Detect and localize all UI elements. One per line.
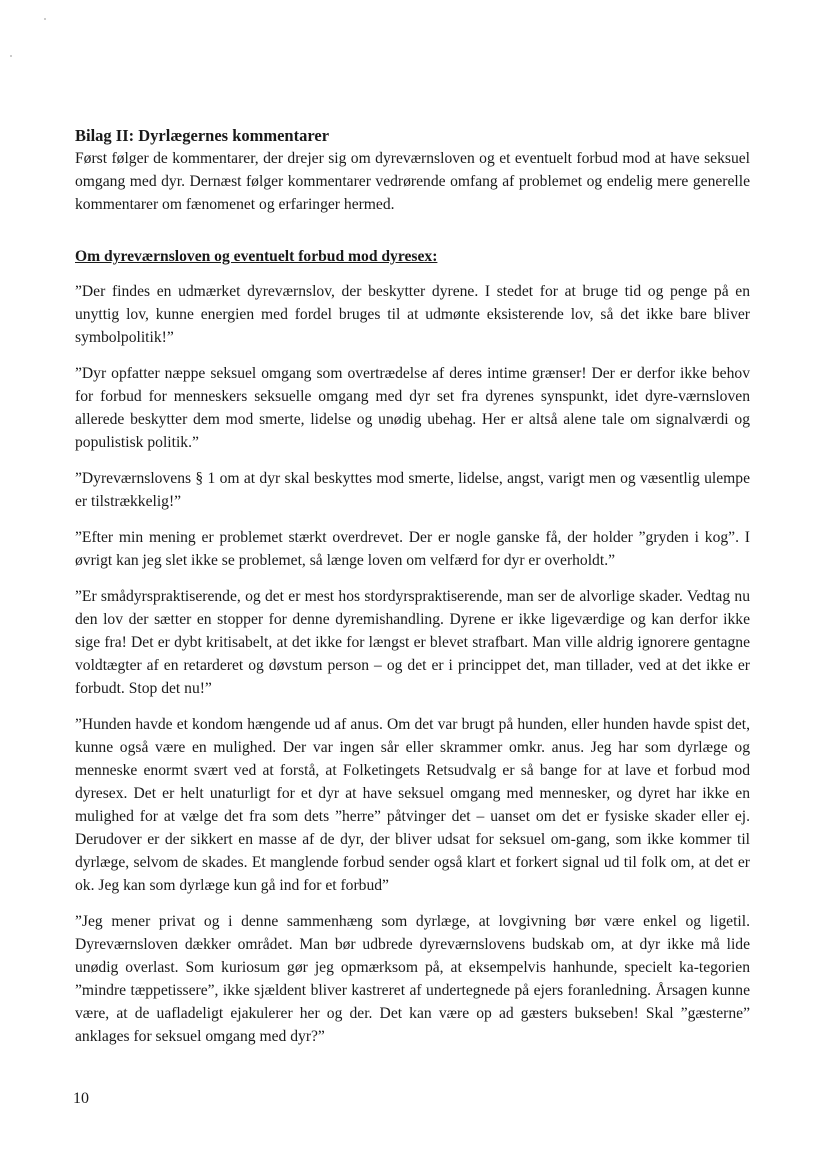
quote-paragraph: ”Dyr opfatter næppe seksuel omgang som overtrædelse af deres intime grænser! Der er derfor ikke behov for forbud for menneskers seksuelle omgang med dyr set fra dyrenes synspunkt, idet dyre-værnsloven allerede beskytter dem mod smerte, lidelse og unødig ubehag. Her er altså alene tale om signalværdi og populistisk politik.” bbox=[75, 365, 750, 451]
intro-paragraph: Først følger de kommentarer, der drejer sig om dyreværnsloven og et eventuelt forbud mod at have seksuel omgang med dyr. Dernæst følger kommentarer vedrørende omfang af problemet og endelig mere generelle kommentarer om fænomenet og erfaringer hermed. bbox=[75, 150, 750, 213]
document-page bbox=[75, 124, 750, 1061]
scan-speck bbox=[44, 18, 46, 20]
quote-paragraph: ”Dyreværnslovens § 1 om at dyr skal beskyttes mod smerte, lidelse, angst, varigt men og væsentlig ulempe er tilstrækkelig!” bbox=[75, 470, 750, 510]
quote-paragraph: ”Jeg mener privat og i denne sammenhæng som dyrlæge, at lovgivning bør være enkel og ligetil. Dyreværnsloven dækker området. Man bør udbrede dyreværnslovens budskab om, at dyr ikke må lide unødig overlast. Som kuriosum gør jeg opmærksom på, at eksempelvis hanhunde, specielt ka-tegorien ”mindre tæppetissere”, ikke sjældent bliver kastreret af undertegnede på ejers foranledning. Årsagen kunne være, at de uafladeligt ejakulerer her og der. Det kan være op ad gæsters bukseben! Skal ”gæsterne” anklages for seksuel omgang med dyr?” bbox=[75, 913, 750, 1045]
scan-speck bbox=[10, 55, 12, 57]
quote-paragraph: ”Er smådyrspraktiserende, og det er mest hos stordyrspraktiserende, man ser de alvorlige skader. Vedtag nu den lov der sætter en stopper for denne dyremishandling. Dyrene er ikke ligeværdige og kan derfor ikke sige fra! Det er dybt kritisabelt, at det ikke for længst er blevet strafbart. Man ville aldrig ignorere gentagne voldtægter af en retarderet og døvstum person – og det er i princippet det, man tillader, ved at det ikke er forbudt. Stop det nu!” bbox=[75, 588, 750, 697]
quote-paragraph: ”Efter min mening er problemet stærkt overdrevet. Der er nogle ganske få, der holder ”gryden i kog”. I øvrigt kan jeg slet ikke se problemet, så længe loven om velfærd for dyr er overholdt.” bbox=[75, 529, 750, 569]
page-number: 10 bbox=[73, 1090, 89, 1107]
page-heading: Bilag II: Dyrlægernes kommentarer bbox=[75, 126, 330, 145]
quote-paragraph: ”Der findes en udmærket dyreværnslov, der beskytter dyrene. I stedet for at bruge tid og penge på en unyttig lov, kunne energien med fordel bruges til at udmønte eksisterende lov, så det ikke bare bliver symbolpolitik!” bbox=[75, 283, 750, 346]
section-title: Om dyreværnsloven og eventuelt forbud mod dyresex: bbox=[75, 248, 438, 265]
quote-paragraph: ”Hunden havde et kondom hængende ud af anus. Om det var brugt på hunden, eller hunden havde spist det, kunne også være en mulighed. Der var ingen sår eller skrammer omkr. anus. Jeg har som dyrlæge og menneske enormt svært ved at forstå, at Folketingets Retsudvalg er så bange for at lave et forbud mod dyresex. Det er helt unaturligt for et dyr at have seksuel omgang med mennesker, og dyret har ikke en mulighed for at vælge det fra som dets ”herre” påtvinger det – uanset om det er fysiske skader eller ej. Derudover er der sikkert en masse af de dyr, der bliver udsat for seksuel om-gang, som ikke kommer til dyrlæge, selvom de skades. Et manglende forbud sender også klart et forkert signal ud til folk om, at det er ok. Jeg kan som dyrlæge kun gå ind for et forbud” bbox=[75, 716, 750, 894]
